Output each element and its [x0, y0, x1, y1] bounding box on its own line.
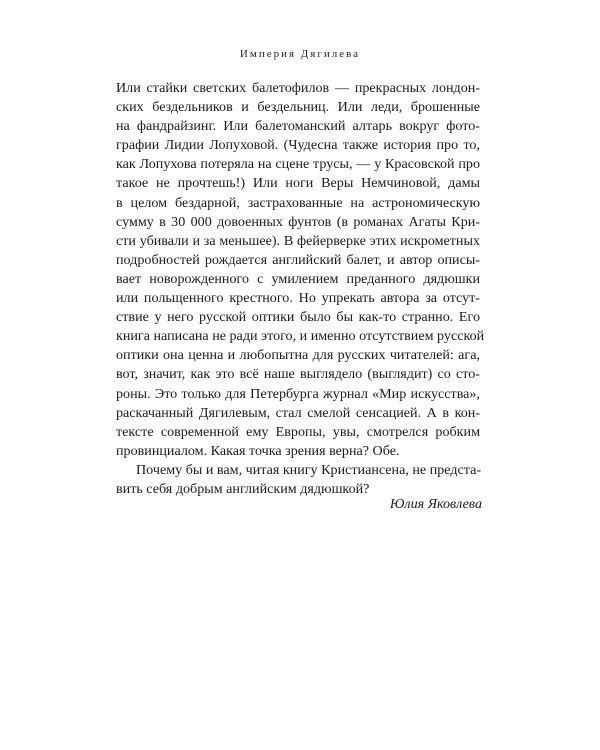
text-line: вает новорожденного с умилением преданного дядюшки — [116, 270, 480, 287]
paragraph-2 — [116, 461, 480, 499]
text-line: оптики она ценна и любопытна для русских читателей: ага, — [116, 347, 480, 364]
text-line: или польщенного крестного. Но упрекать автора за отсут- — [116, 290, 480, 307]
text-line: книга написана не ради этого, и именно отсутствием русской — [116, 328, 485, 345]
text-line: на фандрайзинг. Или балетоманский алтарь вокруг фото- — [116, 118, 480, 135]
text-line: ствие у него русской оптики было бы как-то странно. Его — [116, 309, 480, 326]
author-signature: Юлия Яковлева — [389, 496, 482, 512]
text-line: раскачанный Дягилевым, стал смелой сенсацией. А в кон- — [116, 404, 480, 421]
text-line: ских бездельников и бездельниц. Или леди, брошенные — [116, 99, 480, 116]
text-line: Почему бы и вам, читая книгу Кристиансена, не предста- — [136, 461, 482, 478]
text-line: роны. Это только для Петербурга журнал «Мир искусства», — [116, 385, 480, 402]
text-line: Или стайки светских балетофилов — прекрасных лондон- — [116, 80, 480, 96]
text-line: как Лопухова потеряла на сцене трусы, — у Красовской про — [116, 156, 480, 173]
text-line: вот, значит, как это всё наше выглядело (выглядит) со сто- — [116, 366, 480, 383]
text-line: сти убивали и за меньшее). В фейерверке этих искрометных — [116, 232, 480, 249]
text-line: подробностей рождается английский балет, и автор описы- — [116, 251, 480, 268]
running-head: Империя Дягилева — [239, 48, 361, 60]
body-text — [116, 79, 485, 499]
paragraph-1 — [116, 79, 485, 461]
text-line: графии Лидии Лопуховой. (Чудесна также история про то, — [116, 137, 480, 154]
text-line: тексте современной ему Европы, увы, смотрелся робким — [116, 423, 480, 440]
text-line: такое не прочтешь!) Или ноги Веры Немчиновой, дамы — [116, 175, 480, 192]
text-line: сумму в 30 000 довоенных фунтов (в романах Агаты Кри- — [116, 213, 480, 230]
text-line: в целом бездарной, застрахованные на астрономическую — [116, 194, 480, 211]
text-line: провинциалом. Какая точка зрения верна? Обе. — [116, 442, 400, 459]
text-line: вить себя добрым английским дядюшкой? — [116, 480, 370, 497]
